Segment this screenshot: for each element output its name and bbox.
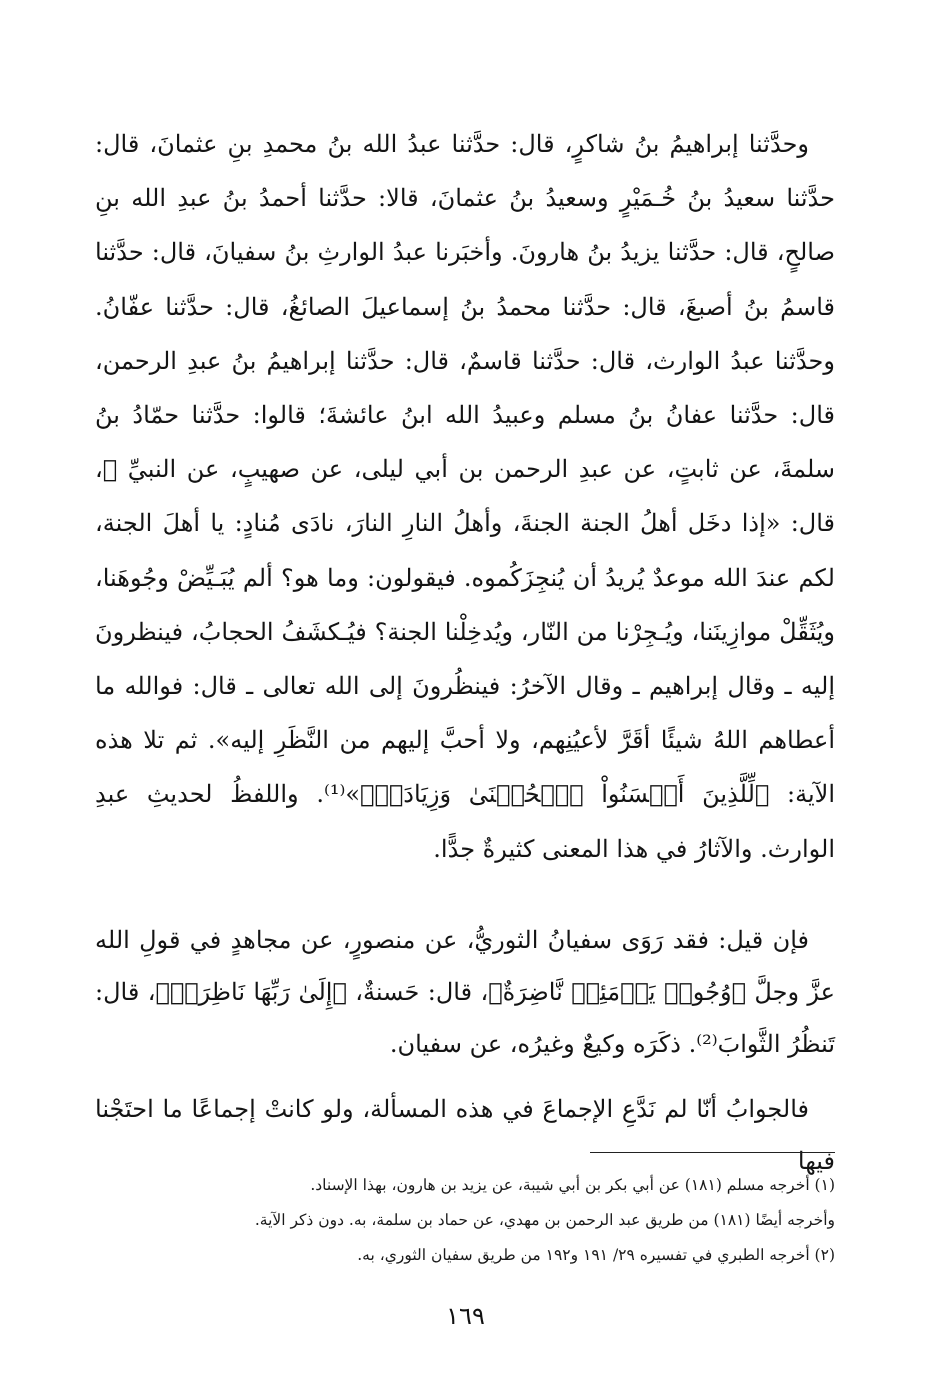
objection-block bbox=[95, 914, 835, 1070]
footnotes bbox=[95, 1168, 835, 1273]
footnote-1-continued: وأخرجه أيضًا (١٨١) من طريق عبد الرحمن بن مهدي، عن حماد بن سلمة، به. دون ذكر الآية. bbox=[254, 1211, 835, 1229]
footnote-separator bbox=[590, 1152, 835, 1153]
paragraph-objection: فإن قيل: فقد رَوَى سفيانُ الثوريُّ، عن منصورٍ، عن مجاهدٍ في قولِ الله عزَّ وجلَّ ﴿وُجُوهٞ يَوۡمَئِذٖ نَّاضِرَةٌ﴾، قال: حَسنةٌ، ﴿إِلَىٰ رَبِّهَا نَاظِرَةٞ﴾، قال: تَنظُرُ الثَّوابَ⁽²⁾. ذكَرَه وكيعٌ وغيرُه، عن سفيان. bbox=[95, 926, 835, 1058]
paragraph-answer: فالجوابُ أنّا لم نَدَّعِ الإجماعَ في هذه المسألة، ولو كانتْ إجماعًا ما احتَجْنا فيها bbox=[95, 1095, 835, 1175]
paragraph-hadith: وحدَّثنا إبراهيمُ بنُ شاكرٍ، قال: حدَّثنا عبدُ الله بنُ محمدِ بنِ عثمانَ، قال: حدَّثنا سعيدُ بنُ خُـمَيْرٍ وسعيدُ بنُ عثمانَ، قالا: حدَّثنا أحمدُ بنُ عبدِ الله بنِ صالحٍ، قال: حدَّثنا يزيدُ بنُ هارونَ. وأخبَرنا عبدُ الوارثِ بنُ سفيانَ، قال: حدَّثنا قاسمُ بنُ أصبغَ، قال: حدَّثنا محمدُ بنُ إسماعيلَ الصائغُ، قال: حدَّثنا عفّانُ. وحدَّثنا عبدُ الوارث، قال: حدَّثنا قاسمٌ، قال: حدَّثنا إبراهيمُ بنُ عبدِ الرحمن، قال: حدَّثنا عفانُ بنُ مسلم وعبيدُ الله ابنُ عائشةَ؛ قالوا: حدَّثنا حمّادُ بنُ سلمةَ، عن ثابتٍ، عن عبدِ الرحمن بن أبي ليلى، عن صهيبٍ، عن النبيِّ ﷺ، قال: «إذا دخَل أهلُ الجنة الجنةَ، وأهلُ النارِ النارَ، نادَى مُنادٍ: يا أهلَ الجنة، لكم عندَ الله موعدٌ يُريدُ أن يُنجِزَكُموه. فيقولون: وما هو؟ ألم يُبَـيِّضْ وجُوهَنا، ويُثَقِّلْ موازِينَنا، ويُـجِرْنا من النّار، ويُدخِلْنا الجنة؟ فيُـكشَفُ الحجابُ، فينظرونَ إليه ـ وقال إبراهيم ـ وقال الآخرُ: فينظُرونَ إلى الله تعالى ـ قال: فوالله ما أعطاهم اللهُ شيئًا أقَرَّ لأعيُنِهم، ولا أحبَّ إليهم من النَّظَرِ إليه». ثم تلا هذه الآية: ﴿لِّلَّذِينَ أَحۡسَنُواْ ٱلۡحُسۡنَىٰ وَزِيَادَةٞ﴾»⁽¹⁾. واللفظُ لحديثِ عبدِ الوارث. والآثارُ في هذا المعنى كثيرةٌ جدًّا. bbox=[95, 130, 836, 863]
main-text-block bbox=[95, 117, 835, 876]
footnote-2: (٢) أخرجه الطبري في تفسيره ٢٩/ ١٩١ و١٩٢ من طريق سفيان الثوري، به. bbox=[357, 1246, 835, 1264]
footnote-1: (١) أخرجه مسلم (١٨١) عن أبي بكر بن أبي شيبة، عن يزيد بن هارون، بهذا الإسناد. bbox=[310, 1176, 835, 1194]
page-number: ١٦٩ bbox=[446, 1302, 485, 1330]
